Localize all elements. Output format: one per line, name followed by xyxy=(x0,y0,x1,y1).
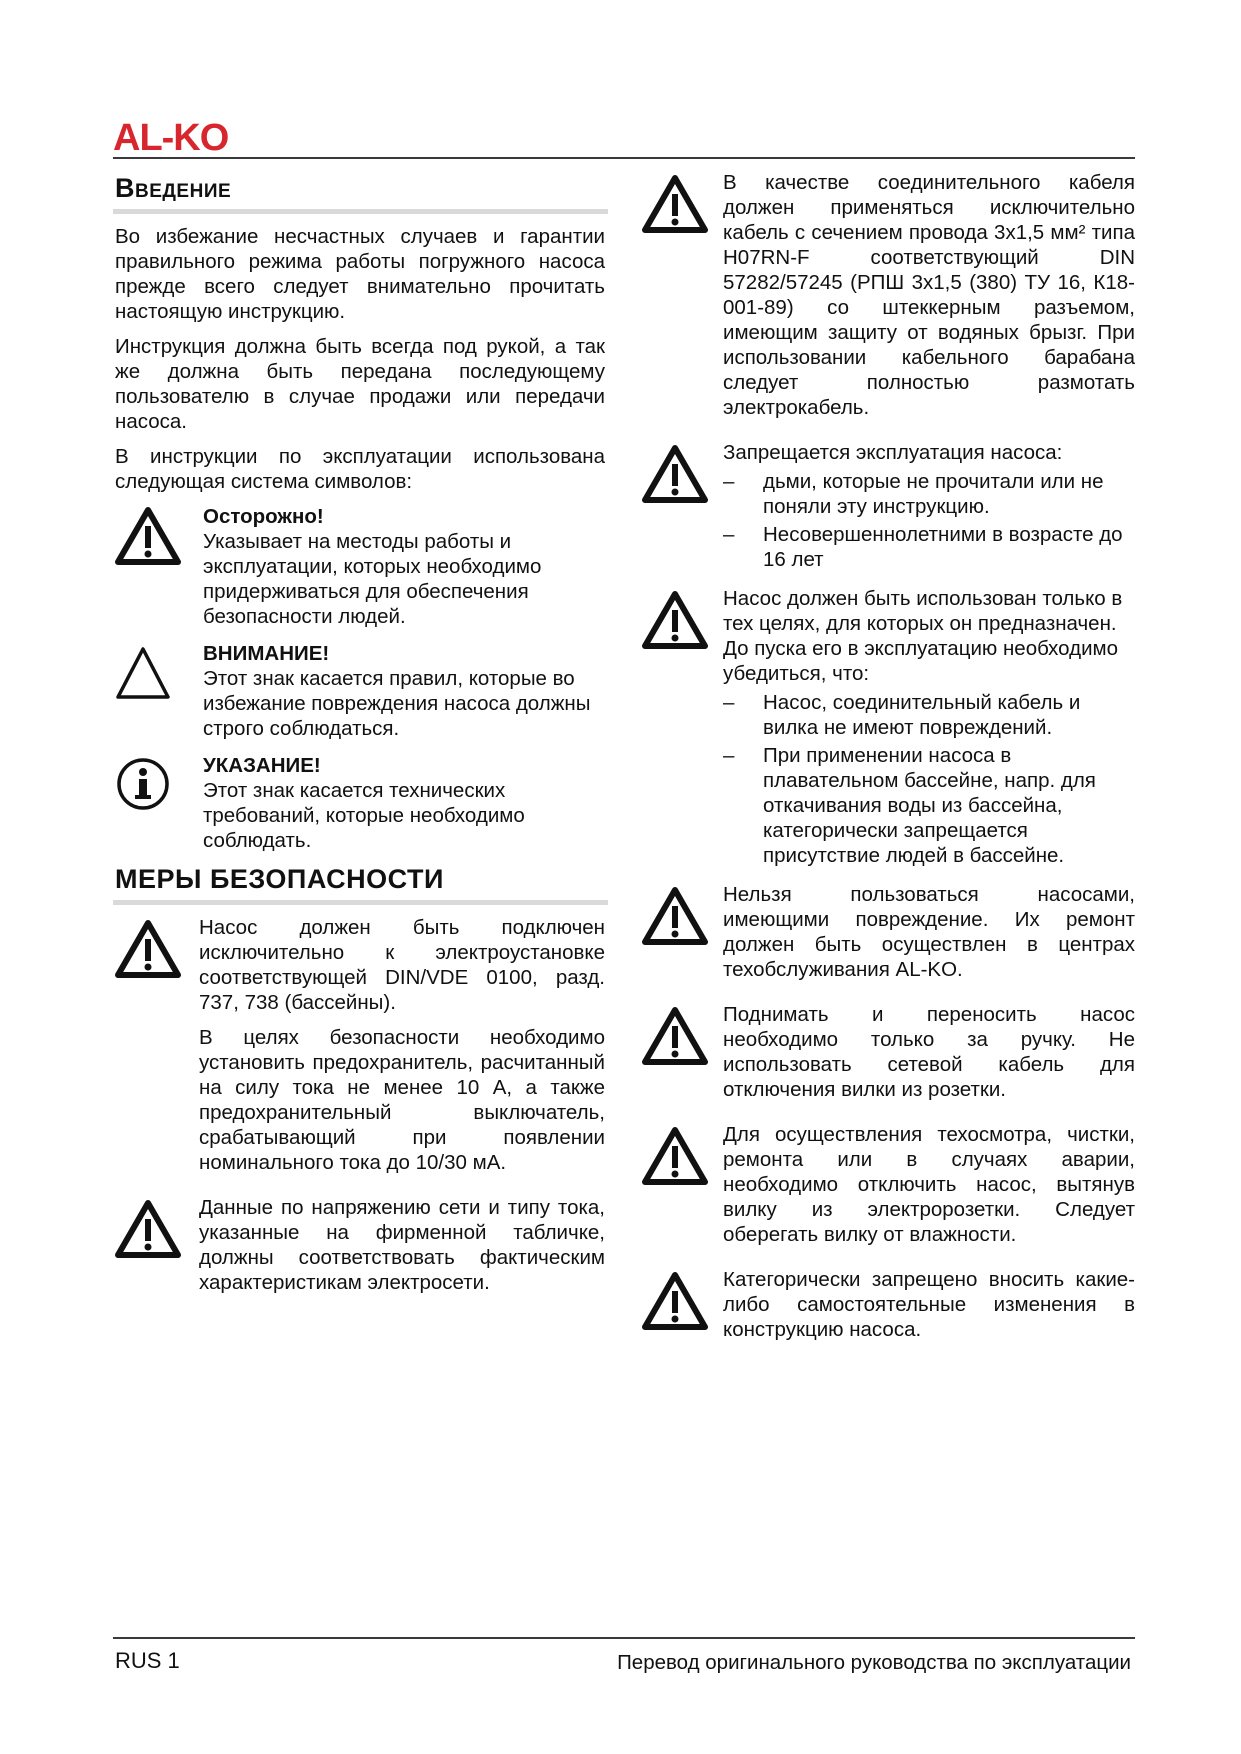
intro-title: Введение xyxy=(115,173,232,203)
warning-triangle-icon xyxy=(115,1195,199,1305)
warning-triangle-icon xyxy=(642,440,723,576)
symbol-note-text: Этот знак касается технических требований, которые необходимо соблюдать. xyxy=(203,779,525,852)
header-rule xyxy=(113,157,1135,159)
symbol-caution-head: Осторожно! xyxy=(203,505,324,528)
warning-triangle-icon xyxy=(115,915,199,1185)
left-column xyxy=(115,170,605,1315)
purpose-paragraph: Насос должен быть использован только в тех целях, для которых он предназначен. До пуска его в эксплуатацию необходимо убедиться, что: xyxy=(723,587,1123,685)
alko-logo-text: AL-KO xyxy=(113,118,229,156)
modify-paragraph: Категорически запрещено вносить какие-либо самостоятельные изменения в конструкцию насоса. xyxy=(723,1268,1135,1341)
safety-paragraph-3: Данные по напряжению сети и типу тока, указанные на фирменной табличке, должны соответствовать фактическим характеристикам электросети. xyxy=(199,1196,605,1294)
warning-triangle-bold-icon xyxy=(115,504,203,629)
warning-forbidden xyxy=(645,440,1135,576)
intro-title-rule xyxy=(113,209,608,214)
cable-paragraph: В качестве соединительного кабеля должен применяться исключительно кабель с сечением провода 3x1,5 мм² типа H07RN-F соответствующий DIN 57282/57245 (РПШ 3х1,5 (380) ТУ 16, К18-001-89) со штеккерным разъемом, имеющим защиту от водяных брызг. При использовании кабельного барабана следует полностью размотать электрокабель. xyxy=(723,171,1135,419)
warning-damaged xyxy=(645,882,1135,992)
warning-triangle-icon xyxy=(642,1122,723,1257)
list-item: – Насос, соединительный кабель и вилка не имеют повреждений. xyxy=(723,690,1135,740)
list-item: – При применении насоса в плавательном бассейне, напр. для откачивания воды из бассейна, категорически запрещается присутствие людей в бассейне. xyxy=(723,743,1135,868)
symbol-caution-text: Указывает на местоды работы и эксплуатации, которых необходимо придерживаться для обеспечения безопасности людей. xyxy=(203,530,542,628)
list-item: – дьми, которые не прочитали или не поняли эту инструкцию. xyxy=(723,469,1135,519)
symbol-attention-head: ВНИМАНИЕ! xyxy=(203,642,330,665)
list-item: – Несовершеннолетними в возрасте до 16 лет xyxy=(723,522,1135,572)
carry-paragraph: Поднимать и переносить насос необходимо только за ручку. Не использовать сетевой кабель для отключения вилки из розетки. xyxy=(723,1003,1135,1101)
symbol-caution xyxy=(115,504,605,629)
info-circle-icon xyxy=(115,753,203,853)
warning-cable xyxy=(645,170,1135,430)
right-column xyxy=(645,170,1135,1362)
forbidden-list xyxy=(723,469,1135,572)
purpose-list xyxy=(723,690,1135,868)
symbol-attention xyxy=(115,641,605,741)
warning-service xyxy=(645,1122,1135,1257)
intro-paragraph-1: Во избежание несчастных случаев и гарантии правильного режима работы погружного насоса прежде всего следует внимательно прочитать настоящую инструкцию. xyxy=(115,225,605,323)
safety-title: МЕРЫ БЕЗОПАСНОСТИ xyxy=(115,864,444,894)
footer-caption: Перевод оригинального руководства по эксплуатации xyxy=(617,1651,1131,1674)
warning-modify xyxy=(645,1267,1135,1352)
warning-triangle-icon xyxy=(642,882,723,992)
damaged-paragraph: Нельзя пользоваться насосами, имеющими повреждение. Их ремонт должен быть осуществлен в центрах техобслуживания AL-KO. xyxy=(723,883,1135,981)
symbol-attention-text: Этот знак касается правил, которые во избежание повреждения насоса должны строго соблюдаться. xyxy=(203,667,591,740)
warning-triangle-icon xyxy=(642,170,723,430)
intro-paragraph-2: Инструкция должна быть всегда под рукой, а так же должна быть передана последующему пользователю в случае продажи или передачи насоса. xyxy=(115,335,605,433)
symbol-note xyxy=(115,753,605,853)
intro-paragraph-3: В инструкции по эксплуатации использована следующая система символов: xyxy=(115,445,605,493)
service-paragraph: Для осуществления техосмотра, чистки, ремонта или в случаях аварии, необходимо отключить насос, вытянув вилку из электророзетки. Следует оберегать вилку от влажности. xyxy=(723,1123,1135,1246)
footer-rule xyxy=(113,1637,1135,1639)
warning-purpose xyxy=(645,586,1135,872)
forbidden-intro: Запрещается эксплуатация насоса: xyxy=(723,441,1063,464)
warning-triangle-icon xyxy=(642,586,723,872)
alko-logo-mark xyxy=(113,118,253,156)
attention-triangle-icon xyxy=(115,641,203,741)
page-number: RUS 1 xyxy=(115,1648,180,1673)
warning-triangle-icon xyxy=(642,1267,723,1352)
alko-logo xyxy=(113,118,253,156)
safety-warning-voltage xyxy=(115,1195,605,1305)
safety-paragraph-1: Насос должен быть подключен исключительно к электроустановке соответствующей DIN/VDE 0100, разд. 737, 738 (бассейны). xyxy=(199,916,605,1014)
safety-paragraph-2: В целях безопасности необходимо установить предохранитель, расчитанный на силу тока не менее 10 А, а также предохранительный выключатель, срабатывающий при появлении номинального тока до 10/30 мА. xyxy=(199,1026,605,1174)
warning-carry xyxy=(645,1002,1135,1112)
symbol-note-head: УКАЗАНИЕ! xyxy=(203,754,321,777)
safety-title-rule xyxy=(113,900,608,905)
warning-triangle-icon xyxy=(642,1002,723,1112)
safety-warning-electrical xyxy=(115,915,605,1185)
